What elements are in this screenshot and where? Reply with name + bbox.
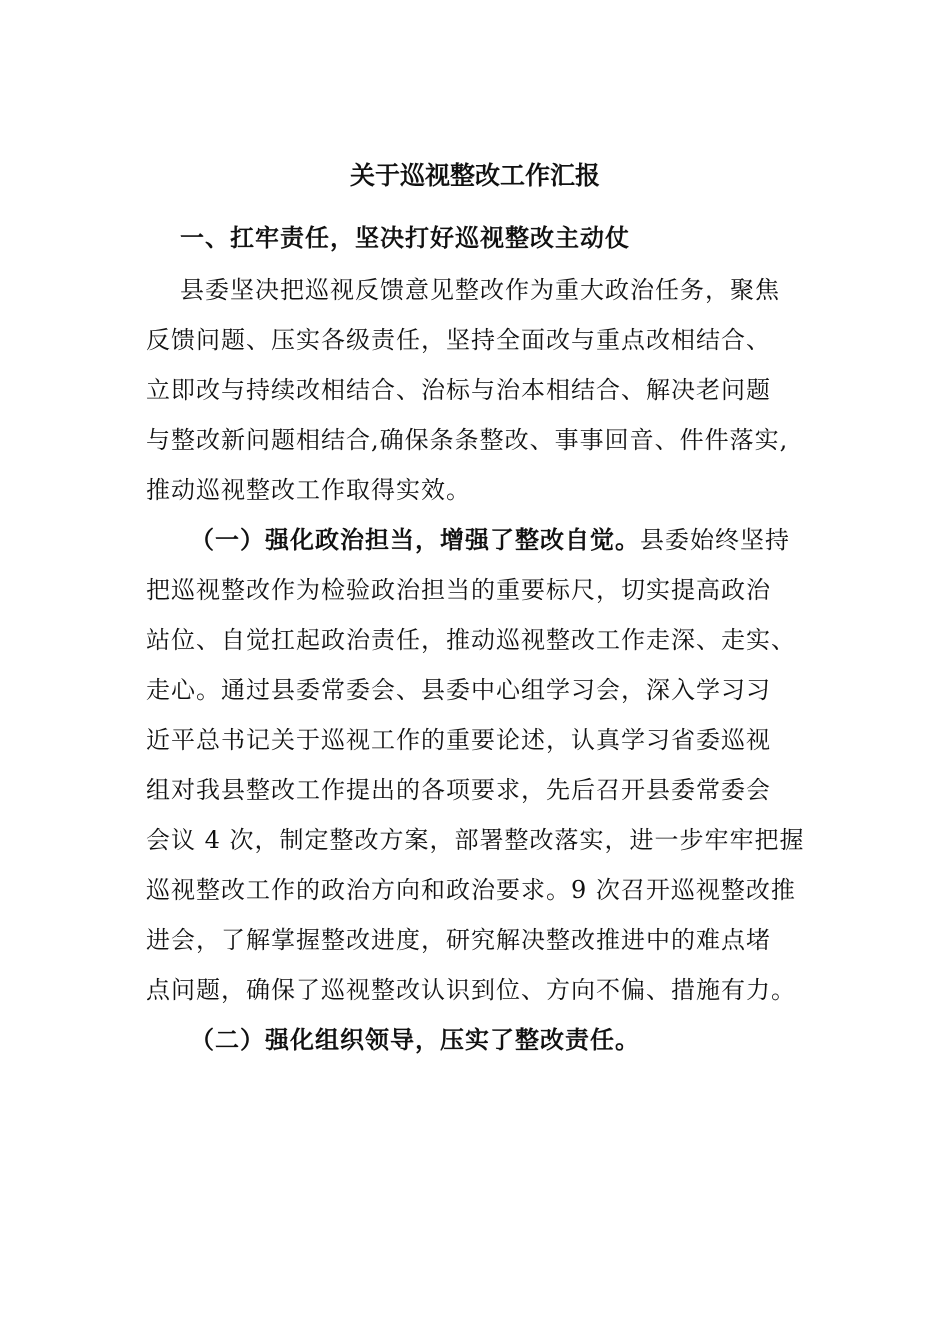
paragraph-line: 立即改与持续改相结合、治标与治本相结合、解决老问题 [146, 376, 771, 404]
paragraph-line: 进会，了解掌握整改进度，研究解决整改推进中的难点堵 [146, 926, 771, 954]
paragraph-line: 县委坚决把巡视反馈意见整改作为重大政治任务，聚焦 [180, 276, 780, 304]
paragraph-text: 县委始终坚持 [640, 526, 790, 554]
paragraph-line: 站位、自觉扛起政治责任，推动巡视整改工作走深、走实、 [146, 626, 796, 654]
paragraph-line: 走心。通过县委常委会、县委中心组学习会，深入学习习 [146, 676, 771, 704]
subsection-heading: （二）强化组织领导，压实了整改责任。 [190, 1025, 640, 1054]
paragraph-line: 组对我县整改工作提出的各项要求，先后召开县委常委会 [146, 776, 771, 804]
subsection-heading: （一）强化政治担当，增强了整改自觉。 [190, 525, 640, 554]
document-title: 关于巡视整改工作汇报 [349, 161, 600, 190]
paragraph-line: 巡视整改工作的政治方向和政治要求。9 次召开巡视整改推 [146, 876, 796, 904]
paragraph-line: 反馈问题、压实各级责任，坚持全面改与重点改相结合、 [146, 326, 771, 354]
paragraph-line: 与整改新问题相结合,确保条条整改、事事回音、件件落实, [146, 426, 789, 454]
paragraph-line: 推动巡视整改工作取得实效。 [146, 476, 471, 504]
paragraph-line: 点问题，确保了巡视整改认识到位、方向不偏、措施有力。 [146, 976, 796, 1004]
subsection-first-line [190, 522, 790, 558]
paragraph-line: 把巡视整改作为检验政治担当的重要标尺，切实提高政治 [146, 576, 771, 604]
paragraph-line: 会议 4 次，制定整改方案，部署整改落实，进一步牢牢把握 [146, 826, 805, 854]
paragraph-line: 近平总书记关于巡视工作的重要论述，认真学习省委巡视 [146, 726, 771, 754]
section-heading: 一、扛牢责任，坚决打好巡视整改主动仗 [180, 223, 630, 252]
